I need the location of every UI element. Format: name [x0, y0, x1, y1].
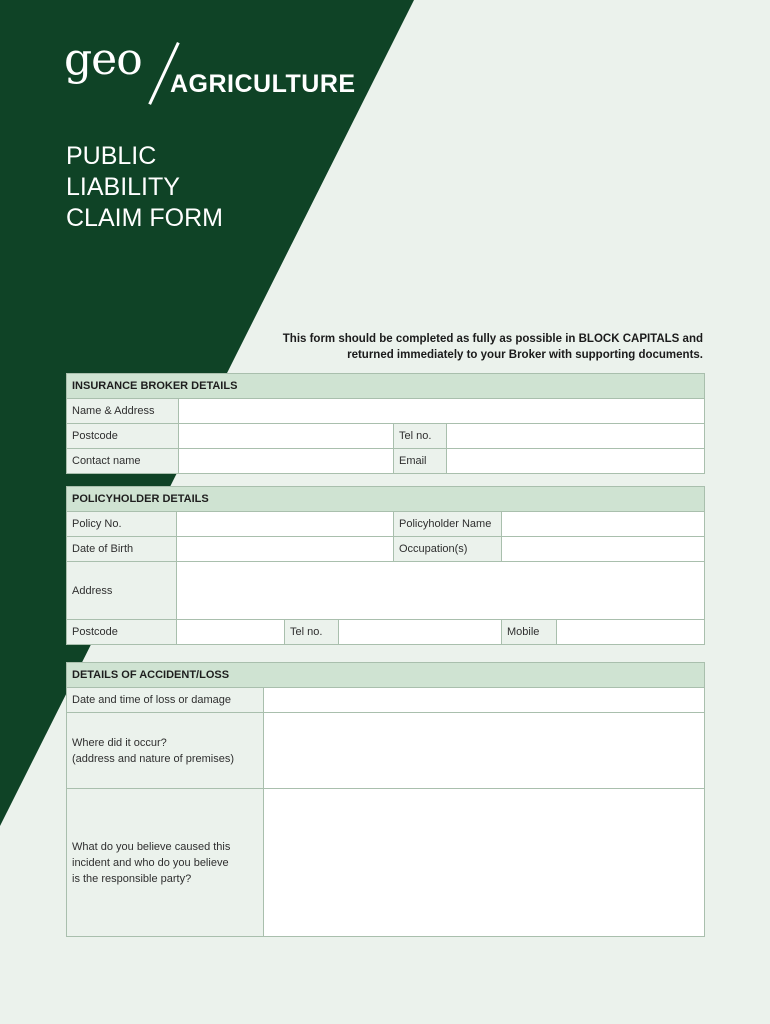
policyholder-postcode-label: Postcode	[67, 620, 177, 645]
form-title	[66, 141, 223, 234]
mobile-field[interactable]	[557, 620, 705, 645]
instructions-line: This form should be completed as fully as possible in BLOCK CAPITALS and	[282, 333, 703, 345]
section-heading: DETAILS OF ACCIDENT/LOSS	[67, 663, 705, 688]
broker-postcode-field[interactable]	[179, 424, 394, 449]
cause-line: What do you believe caused this	[72, 840, 231, 853]
broker-name-address-label: Name & Address	[67, 399, 179, 424]
section-heading: INSURANCE BROKER DETAILS	[67, 374, 705, 399]
policyholder-name-field[interactable]	[502, 512, 705, 537]
cause-responsible-party-label	[67, 789, 264, 937]
occupation-label: Occupation(s)	[394, 537, 502, 562]
cause-line: incident and who do you believe	[72, 856, 229, 869]
policyholder-tel-field[interactable]	[339, 620, 502, 645]
date-time-of-loss-field[interactable]	[264, 688, 705, 713]
policy-number-label: Policy No.	[67, 512, 177, 537]
form-title-line: LIABILITY	[66, 173, 180, 201]
broker-tel-label: Tel no.	[394, 424, 447, 449]
cause-line: is the responsible party?	[72, 872, 192, 885]
broker-email-label: Email	[394, 449, 447, 474]
date-time-of-loss-label: Date and time of loss or damage	[67, 688, 264, 713]
policyholder-name-label: Policyholder Name	[394, 512, 502, 537]
where-occurred-line: Where did it occur?	[72, 736, 167, 749]
broker-postcode-label: Postcode	[67, 424, 179, 449]
policyholder-details-section	[66, 486, 705, 645]
address-label: Address	[67, 562, 177, 620]
broker-contact-name-label: Contact name	[67, 449, 179, 474]
policyholder-tel-label: Tel no.	[285, 620, 339, 645]
date-of-birth-field[interactable]	[177, 537, 394, 562]
broker-details-section	[66, 373, 705, 474]
instructions-line: returned immediately to your Broker with supporting documents.	[347, 349, 703, 361]
mobile-label: Mobile	[502, 620, 557, 645]
section-heading: POLICYHOLDER DETAILS	[67, 487, 705, 512]
broker-name-address-field[interactable]	[179, 399, 705, 424]
policy-number-field[interactable]	[177, 512, 394, 537]
date-of-birth-label: Date of Birth	[67, 537, 177, 562]
cause-responsible-party-field[interactable]	[264, 789, 705, 937]
address-field[interactable]	[177, 562, 705, 620]
logo-agriculture-wordmark: AGRICULTURE	[170, 70, 356, 98]
form-title-line: CLAIM FORM	[66, 204, 223, 232]
accident-details-section	[66, 662, 705, 937]
broker-contact-name-field[interactable]	[179, 449, 394, 474]
form-instructions	[203, 331, 703, 363]
where-occurred-field[interactable]	[264, 713, 705, 789]
broker-email-field[interactable]	[447, 449, 705, 474]
where-occurred-line: (address and nature of premises)	[72, 752, 235, 765]
policyholder-postcode-field[interactable]	[177, 620, 285, 645]
logo-geo-wordmark: geo	[64, 34, 142, 85]
broker-tel-field[interactable]	[447, 424, 705, 449]
occupation-field[interactable]	[502, 537, 705, 562]
geo-agriculture-logo	[64, 34, 364, 110]
form-title-line: PUBLIC	[66, 142, 157, 170]
where-occurred-label	[67, 713, 264, 789]
